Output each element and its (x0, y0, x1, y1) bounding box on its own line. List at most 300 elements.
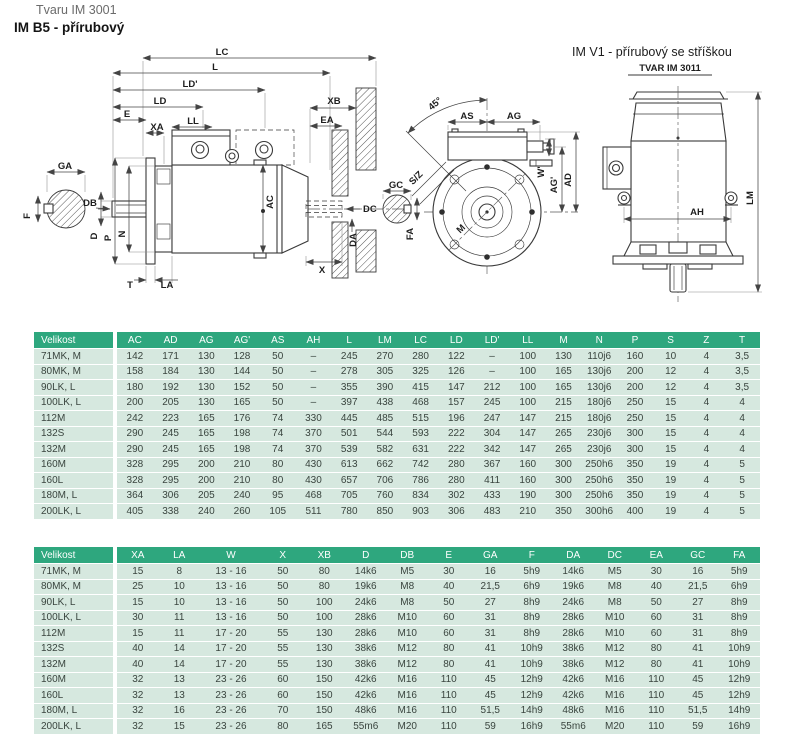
vertical-view-drawing (603, 63, 762, 302)
dimension-cell: 245 (331, 349, 367, 364)
dimension-cell: 14h9 (511, 704, 553, 719)
column-header: Velikost (34, 332, 117, 348)
dim-label-sz: S/Z (407, 169, 426, 188)
dimension-cell: 32 (117, 673, 159, 688)
dimension-cell: 100 (510, 380, 546, 395)
dimension-cell: 110 (636, 688, 678, 703)
dimension-cell: 38k6 (345, 642, 387, 657)
dimension-cell: 10 (159, 595, 201, 610)
table-row (34, 688, 760, 703)
dimension-cell: 105 (260, 504, 296, 519)
column-header: DB (387, 547, 429, 563)
dimension-cell: 328 (117, 473, 153, 488)
dimension-cell: 42k6 (345, 673, 387, 688)
column-header: L (331, 332, 367, 348)
right-view-title: IM V1 - přírubový se stříškou (572, 45, 732, 59)
dimension-cell: 230j6 (581, 427, 617, 442)
dimension-cell: 41 (470, 657, 512, 672)
row-size-label: 160M (34, 458, 117, 473)
table-row (34, 611, 760, 626)
dim-label-da: DA (348, 233, 359, 247)
row-size-label: 160L (34, 473, 117, 488)
row-size-label: 100LK, L (34, 396, 117, 411)
dimension-cell: 539 (331, 442, 367, 457)
dimension-cell: 50 (262, 580, 304, 595)
column-header: DA (553, 547, 595, 563)
dimension-cell: 631 (403, 442, 439, 457)
dimension-cell: 147 (510, 442, 546, 457)
dimension-cell: 511 (296, 504, 332, 519)
dimension-cell: M8 (387, 580, 429, 595)
dimension-cell: 411 (474, 473, 510, 488)
dimension-cell: 27 (677, 595, 719, 610)
dimension-cell: – (296, 349, 332, 364)
dimension-cell: 147 (510, 427, 546, 442)
dimension-cell: 4 (689, 380, 725, 395)
dimension-cell: 21,5 (677, 580, 719, 595)
dimensions-table-1 (34, 331, 760, 520)
dimension-cell: 240 (188, 504, 224, 519)
dimension-cell: 80 (262, 719, 304, 734)
dimension-cell: 8h9 (511, 595, 553, 610)
dim-label-fa: FA (405, 227, 416, 241)
dimension-cell: 31 (470, 611, 512, 626)
dimension-cell: 903 (403, 504, 439, 519)
dimension-cell: 60 (262, 673, 304, 688)
table-row (34, 657, 760, 672)
dimension-cell: 4 (689, 458, 725, 473)
dimension-cell: M10 (594, 611, 636, 626)
base-flange (613, 256, 743, 264)
dimension-cell: 28k6 (553, 626, 595, 641)
column-header: LD' (474, 332, 510, 348)
dimension-cell: 100 (510, 396, 546, 411)
column-header: X (262, 547, 304, 563)
terminal-box-front (448, 132, 527, 160)
dim-label-ll: LL (187, 116, 199, 127)
dimension-cell: 122 (438, 349, 474, 364)
dimension-cell: 165 (224, 396, 260, 411)
dimension-cell: 130 (188, 365, 224, 380)
dimension-cell: 240 (224, 489, 260, 504)
dimension-cell: 165 (304, 719, 346, 734)
dimension-cell: 198 (224, 442, 260, 457)
keyway-rear (404, 205, 411, 213)
dimension-cell: 350 (617, 489, 653, 504)
dim-label-xa: XA (150, 122, 164, 133)
dimension-cell: 5 (724, 504, 760, 519)
column-header: P (617, 332, 653, 348)
column-header: Z (689, 332, 725, 348)
table-row (34, 427, 760, 442)
dimension-cell: 5h9 (719, 564, 761, 579)
dimension-cell: 14k6 (553, 564, 595, 579)
dimension-cell: 12 (653, 380, 689, 395)
dimension-cell: 200 (617, 365, 653, 380)
column-header: GA (470, 547, 512, 563)
dimension-cell: 3,5 (724, 380, 760, 395)
dimension-cell: 223 (153, 411, 189, 426)
dimension-cell: 355 (331, 380, 367, 395)
dimension-cell: 19 (653, 504, 689, 519)
dimension-cell: 74 (260, 411, 296, 426)
dimension-cell: 15 (117, 595, 159, 610)
dimension-cell: 59 (677, 719, 719, 734)
dimension-cell: 19 (653, 458, 689, 473)
dim-label-n: N (117, 230, 128, 238)
dimension-cell: 13 - 16 (200, 611, 262, 626)
header-row (34, 332, 760, 348)
dimension-cell: M16 (594, 704, 636, 719)
dimension-cell: 278 (331, 365, 367, 380)
dimension-cell: 130j6 (581, 365, 617, 380)
dimension-cell: 128 (224, 349, 260, 364)
dimension-cell: 23 - 26 (200, 673, 262, 688)
dimension-cell: 8h9 (719, 611, 761, 626)
dimension-cell: 126 (438, 365, 474, 380)
dimension-cell: 59 (470, 719, 512, 734)
column-header: LD (438, 332, 474, 348)
dimension-cell: 5 (724, 458, 760, 473)
dimension-cell: 80 (428, 657, 470, 672)
dimension-cell: 192 (153, 380, 189, 395)
dimension-cell: M10 (387, 626, 429, 641)
dim-label-ad: AD (563, 173, 574, 187)
dimension-cell: M12 (387, 657, 429, 672)
dimension-cell: 330 (296, 411, 332, 426)
dimension-cell: 265 (546, 442, 582, 457)
dimension-cell: 10h9 (511, 657, 553, 672)
column-header: F (511, 547, 553, 563)
row-size-label: 71MK, M (34, 564, 117, 579)
front-shaft (112, 201, 148, 217)
dim-label-as: AS (460, 111, 474, 122)
dimension-cell: 405 (117, 504, 153, 519)
dim-label-ga: GA (57, 161, 73, 172)
dimension-cell: 160 (617, 349, 653, 364)
dimension-cell: 300h6 (581, 504, 617, 519)
dimension-cell: 16 (470, 564, 512, 579)
dimension-cell: 74 (260, 442, 296, 457)
dimension-cell: 657 (331, 473, 367, 488)
dimension-cell: 23 - 26 (200, 688, 262, 703)
dimension-cell: 8h9 (511, 611, 553, 626)
dim-label-ld: LD (153, 96, 167, 107)
dimension-cell: 50 (428, 595, 470, 610)
dimension-cell: 14 (159, 642, 201, 657)
dimension-cell: 430 (296, 473, 332, 488)
dimension-cell: 250h6 (581, 473, 617, 488)
dimension-cell: 130 (546, 349, 582, 364)
dimension-cell: 304 (474, 427, 510, 442)
shaft-down (670, 264, 686, 292)
dimension-cell: 144 (224, 365, 260, 380)
dimension-cell: 295 (153, 473, 189, 488)
dimension-cell: 23 - 26 (200, 704, 262, 719)
dimension-cell: 4 (689, 365, 725, 380)
dimension-cell: 51,5 (470, 704, 512, 719)
dimension-cell: M12 (594, 642, 636, 657)
dimension-cell: 150 (304, 704, 346, 719)
dimension-cell: 142 (117, 349, 153, 364)
dimension-cell: 42k6 (345, 688, 387, 703)
dimension-cell: 50 (262, 564, 304, 579)
dimension-cell: 80 (636, 657, 678, 672)
dimension-cell: 438 (367, 396, 403, 411)
table-row (34, 642, 760, 657)
dim-label-ac: AC (265, 195, 276, 209)
dimension-cell: 41 (677, 657, 719, 672)
table-row (34, 673, 760, 688)
dimension-cell: 25 (117, 580, 159, 595)
column-header: GC (677, 547, 719, 563)
dimension-cell: 165 (188, 427, 224, 442)
dimension-cell: 485 (367, 411, 403, 426)
dimension-cell: 24k6 (345, 595, 387, 610)
dimension-cell: 6h9 (719, 580, 761, 595)
row-size-label: 90LK, L (34, 595, 117, 610)
dimension-cell: 48k6 (553, 704, 595, 719)
dimension-cell: 742 (403, 458, 439, 473)
dimension-cell: 515 (403, 411, 439, 426)
table-row (34, 704, 760, 719)
dimension-cell: 55 (262, 642, 304, 657)
table-row (34, 489, 760, 504)
dimension-cell: M16 (387, 688, 429, 703)
dimension-cell: 16h9 (719, 719, 761, 734)
dimension-cell: 150 (304, 673, 346, 688)
dim-label-gc: GC (388, 180, 404, 191)
dimension-cell: 10 (159, 580, 201, 595)
dimension-cell: 501 (331, 427, 367, 442)
dimension-cell: 21,5 (470, 580, 512, 595)
keyway-front (44, 204, 53, 213)
dimension-cell: 4 (724, 442, 760, 457)
row-size-label: 71MK, M (34, 349, 117, 364)
dimension-cell: 41 (677, 642, 719, 657)
dimension-cell: 80 (304, 564, 346, 579)
dimension-cell: 205 (153, 396, 189, 411)
dim-label-m: M (454, 222, 468, 236)
dim-label-la: LA (160, 280, 174, 291)
dimension-cell: 27 (470, 595, 512, 610)
dimension-cell: 250h6 (581, 489, 617, 504)
dimension-cell: 850 (367, 504, 403, 519)
dimension-cell: 130 (188, 380, 224, 395)
dimension-cell: 12 (653, 365, 689, 380)
tvar-label: TVAR IM 3011 (639, 63, 701, 74)
dimension-cell: 11 (159, 626, 201, 641)
dimension-cell: 14k6 (345, 564, 387, 579)
dimension-cell: 300 (546, 473, 582, 488)
dimension-cell: 12h9 (719, 673, 761, 688)
dimension-cell: 215 (546, 411, 582, 426)
dim-label-t: T (127, 280, 133, 291)
rear-endbell (282, 165, 308, 253)
dimension-cell: 290 (117, 427, 153, 442)
dimension-cell: 328 (117, 458, 153, 473)
dimension-cell: 40 (636, 580, 678, 595)
dimension-cell: 40 (117, 642, 159, 657)
dimension-cell: 8h9 (511, 626, 553, 641)
dimension-cell: 60 (636, 626, 678, 641)
dimension-cell: M10 (594, 626, 636, 641)
dimension-cell: 250 (617, 396, 653, 411)
row-size-label: 180M, L (34, 489, 117, 504)
dimension-cell: 3,5 (724, 349, 760, 364)
dimension-cell: 200 (617, 380, 653, 395)
dimension-cell: 4 (689, 489, 725, 504)
dimension-cell: 30 (428, 564, 470, 579)
dimension-cell: 390 (367, 380, 403, 395)
column-header: LC (403, 332, 439, 348)
dimension-cell: 38k6 (553, 642, 595, 657)
row-size-label: 132S (34, 427, 117, 442)
dimension-cell: 8h9 (719, 595, 761, 610)
row-size-label: 132M (34, 442, 117, 457)
dimension-cell: 158 (117, 365, 153, 380)
dimension-cell: 45 (470, 688, 512, 703)
dimension-cell: 32 (117, 688, 159, 703)
dim-label-d: D (89, 232, 100, 240)
row-size-label: 132M (34, 657, 117, 672)
dimension-cell: 300 (617, 442, 653, 457)
column-header: E (428, 547, 470, 563)
dimension-cell: 19 (653, 489, 689, 504)
dimension-cell: 290 (117, 442, 153, 457)
dimension-cell: M5 (594, 564, 636, 579)
column-header: DC (594, 547, 636, 563)
table-row (34, 626, 760, 641)
dimension-cell: 45 (470, 673, 512, 688)
dimension-cell: 210 (510, 504, 546, 519)
column-header: AS (260, 332, 296, 348)
dimension-cell: – (296, 365, 332, 380)
dimension-cell: 28k6 (345, 626, 387, 641)
dimension-cell: 280 (438, 473, 474, 488)
dimension-cell: 4 (689, 349, 725, 364)
row-size-label: 80MK, M (34, 580, 117, 595)
dimension-cell: 230j6 (581, 442, 617, 457)
column-header: FA (719, 547, 761, 563)
dimension-cell: 250 (617, 411, 653, 426)
dimension-cell: 10h9 (719, 642, 761, 657)
dimension-cell: 50 (260, 365, 296, 380)
column-header: S (653, 332, 689, 348)
dimension-cell: 100 (510, 349, 546, 364)
dimension-cell: 14 (159, 657, 201, 672)
dimension-cell: 445 (331, 411, 367, 426)
dimension-cell: 210 (224, 473, 260, 488)
dimension-cell: 110 (428, 719, 470, 734)
dimension-cell: 41 (470, 642, 512, 657)
dim-label-f: F (22, 213, 33, 219)
dimension-cell: 31 (677, 611, 719, 626)
dimension-cell: 247 (474, 411, 510, 426)
dimension-cell: 245 (153, 442, 189, 457)
dimension-cell: M16 (594, 673, 636, 688)
dimension-cell: 13 - 16 (200, 564, 262, 579)
dim-label-e: E (123, 109, 131, 120)
dimension-cell: 705 (331, 489, 367, 504)
dimension-cell: 16 (159, 704, 201, 719)
dimension-cell: 260 (224, 504, 260, 519)
dim-label-l: L (212, 62, 218, 73)
dimension-cell: 468 (296, 489, 332, 504)
dimension-cell: 110 (636, 719, 678, 734)
dimension-cell: M20 (594, 719, 636, 734)
dimension-cell: 30 (117, 611, 159, 626)
header-row (34, 547, 760, 563)
dimension-cell: 130 (304, 657, 346, 672)
table-row (34, 580, 760, 595)
dimension-cell: 55m6 (553, 719, 595, 734)
column-header: LM (367, 332, 403, 348)
dimension-cell: 130j6 (581, 380, 617, 395)
row-size-label: 112M (34, 626, 117, 641)
dimension-cell: 295 (153, 458, 189, 473)
dimension-cell: 110 (636, 704, 678, 719)
dimension-cell: 110 (428, 688, 470, 703)
dim-label-p: P (103, 234, 114, 242)
row-size-label: 80MK, M (34, 365, 117, 380)
dimensions-table-2 (34, 546, 760, 735)
dimension-cell: 60 (428, 611, 470, 626)
dim-label-ah: AH (690, 207, 704, 218)
dimension-cell: 338 (153, 504, 189, 519)
dimension-cell: 302 (438, 489, 474, 504)
dimension-cell: 50 (262, 611, 304, 626)
dimension-cell: 222 (438, 442, 474, 457)
column-header: LA (159, 547, 201, 563)
dimension-cell: 70 (262, 704, 304, 719)
dimension-cell: 200 (188, 458, 224, 473)
dimension-cell: 15 (159, 719, 201, 734)
dimension-cell: 5h9 (511, 564, 553, 579)
side-view-drawing (22, 47, 417, 291)
dimension-cell: 196 (438, 411, 474, 426)
table-row (34, 396, 760, 411)
dimension-cell: 165 (546, 380, 582, 395)
dimension-cell: 15 (117, 626, 159, 641)
dim-label-dc: DC (363, 204, 377, 215)
dimension-cell: – (474, 349, 510, 364)
dimension-cell: 80 (428, 642, 470, 657)
dimension-cell: 110 (428, 673, 470, 688)
column-header: D (345, 547, 387, 563)
row-size-label: 160L (34, 688, 117, 703)
dimension-cell: 433 (474, 489, 510, 504)
dimension-cell: 4 (689, 411, 725, 426)
table-row (34, 719, 760, 734)
dim-label-x: X (318, 265, 326, 276)
dimension-cell: 30 (636, 564, 678, 579)
column-header: AG' (224, 332, 260, 348)
row-size-label: 90LK, L (34, 380, 117, 395)
dimension-cell: 50 (260, 349, 296, 364)
column-header: W (200, 547, 262, 563)
row-size-label: 100LK, L (34, 611, 117, 626)
dimension-cell: 198 (224, 427, 260, 442)
dimension-cell: 12h9 (719, 688, 761, 703)
dimension-cell: M8 (594, 595, 636, 610)
dimension-cell: 11 (159, 611, 201, 626)
motor-body-vertical (631, 141, 726, 242)
dimension-cell: M8 (387, 595, 429, 610)
dimension-cell: M12 (594, 657, 636, 672)
mounting-wall (332, 130, 348, 196)
dim-label-lm: LM (745, 191, 756, 205)
